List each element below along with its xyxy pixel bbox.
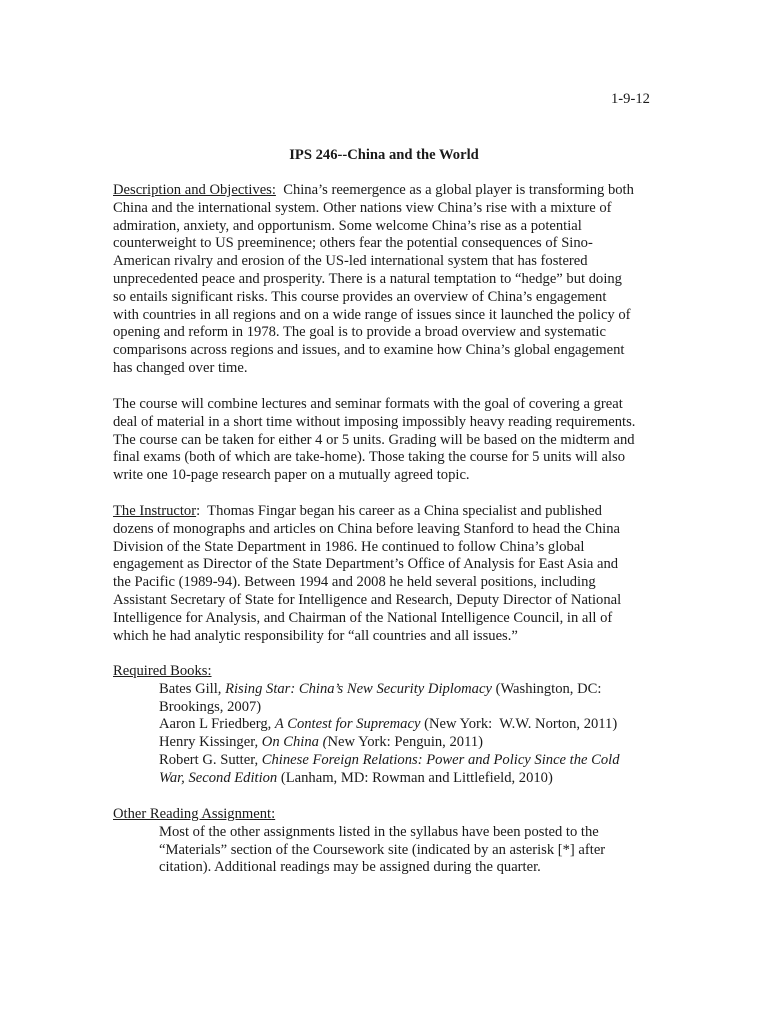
- other-reading-line: citation). Additional readings may be assigned during the quarter.: [159, 859, 541, 876]
- other-reading-line: Most of the other assignments listed in the syllabus have been posted to the: [159, 823, 599, 840]
- format-line: The course will combine lectures and seminar formats with the goal of covering a great: [113, 396, 623, 412]
- instructor-line: the Pacific (1989-94). Between 1994 and 2008 he held several positions, including: [113, 574, 596, 591]
- instructor-line: Intelligence for Analysis, and Chairman of the National Intelligence Council, in all of: [113, 609, 613, 626]
- instructor-line: which he had analytic responsibility for “all countries and all issues.”: [113, 627, 518, 644]
- description-line: with countries in all regions and on a wide range of issues since it launched the policy of: [113, 306, 631, 323]
- document-date: 1-9-12: [611, 91, 650, 107]
- instructor-line: engagement as Director of the State Department’s Office of Analysis for East Asia and: [113, 556, 619, 573]
- description-line: admiration, anxiety, and opportunism. Some welcome China’s rise as a potential: [113, 217, 582, 234]
- book-entry-gill-cont: Brookings, 2007): [159, 698, 262, 715]
- format-line: deal of material in a short time without imposing impossibly heavy reading requirements.: [113, 413, 636, 430]
- books-heading: Required Books:: [113, 663, 212, 679]
- format-line: The course can be taken for either 4 or 5 units. Grading will be based on the midterm and: [113, 431, 635, 448]
- other-reading-section: [113, 806, 661, 877]
- book-entry-sutter-cont: War, Second Edition (Lanham, MD: Rowman and Littlefield, 2010): [159, 769, 553, 786]
- course-title: IPS 246--China and the World: [289, 147, 479, 163]
- format-line: write one 10-page research paper on a mutually agreed topic.: [113, 467, 470, 484]
- description-line: so entails significant risks. This course provides an overview of China’s engagement: [113, 288, 607, 305]
- description-line: counterweight to US preeminence; others fear the potential consequences of Sino-: [113, 235, 593, 252]
- description-line: unprecedented peace and prosperity. There is a natural temptation to “hedge” but doing: [113, 270, 622, 287]
- description-heading: Description and Objectives:: [113, 182, 276, 198]
- description-line: comparisons across regions and issues, and to examine how China’s global engagement: [113, 342, 625, 359]
- instructor-line: Division of the State Department in 1986. He continued to follow China’s global: [113, 538, 585, 555]
- instructor-line: dozens of monographs and articles on China before leaving Stanford to head the China: [113, 520, 620, 537]
- description-line: has changed over time.: [113, 359, 248, 376]
- book-entry-friedberg: Aaron L Friedberg, A Contest for Supremacy (New York: W.W. Norton, 2011): [159, 716, 618, 733]
- description-line: Description and Objectives: China’s reemergence as a global player is transforming both: [113, 182, 634, 198]
- format-line: final exams (both of which are take-home). Those taking the course for 5 units will also: [113, 449, 625, 466]
- other-reading-heading-line: Other Reading Assignment:: [113, 806, 276, 822]
- book-entry-sutter: Robert G. Sutter, Chinese Foreign Relations: Power and Policy Since the Cold: [159, 751, 620, 768]
- other-reading-line: “Materials” section of the Coursework site (indicated by an asterisk [*] after: [159, 841, 606, 858]
- format-section: [113, 396, 661, 485]
- other-reading-heading: Other Reading Assignment: [113, 806, 272, 822]
- instructor-line: The Instructor: Thomas Fingar began his career as a China specialist and published: [113, 503, 602, 519]
- description-section: [113, 182, 661, 378]
- description-line: American rivalry and erosion of the US-led international system that has fostered: [113, 253, 588, 270]
- book-entry-gill: Bates Gill, Rising Star: China’s New Security Diplomacy (Washington, DC:: [159, 680, 602, 697]
- books-section: [113, 663, 661, 788]
- instructor-section: [113, 503, 661, 645]
- instructor-heading: The Instructor: [113, 503, 197, 519]
- book-entry-kissinger: Henry Kissinger, On China (New York: Penguin, 2011): [159, 734, 483, 751]
- instructor-line: Assistant Secretary of State for Intelligence and Research, Deputy Director of National: [113, 591, 622, 608]
- description-line: opening and reform in 1978. The goal is to provide a broad overview and systematic: [113, 324, 606, 341]
- description-line: China and the international system. Other nations view China’s rise with a mixture of: [113, 199, 612, 216]
